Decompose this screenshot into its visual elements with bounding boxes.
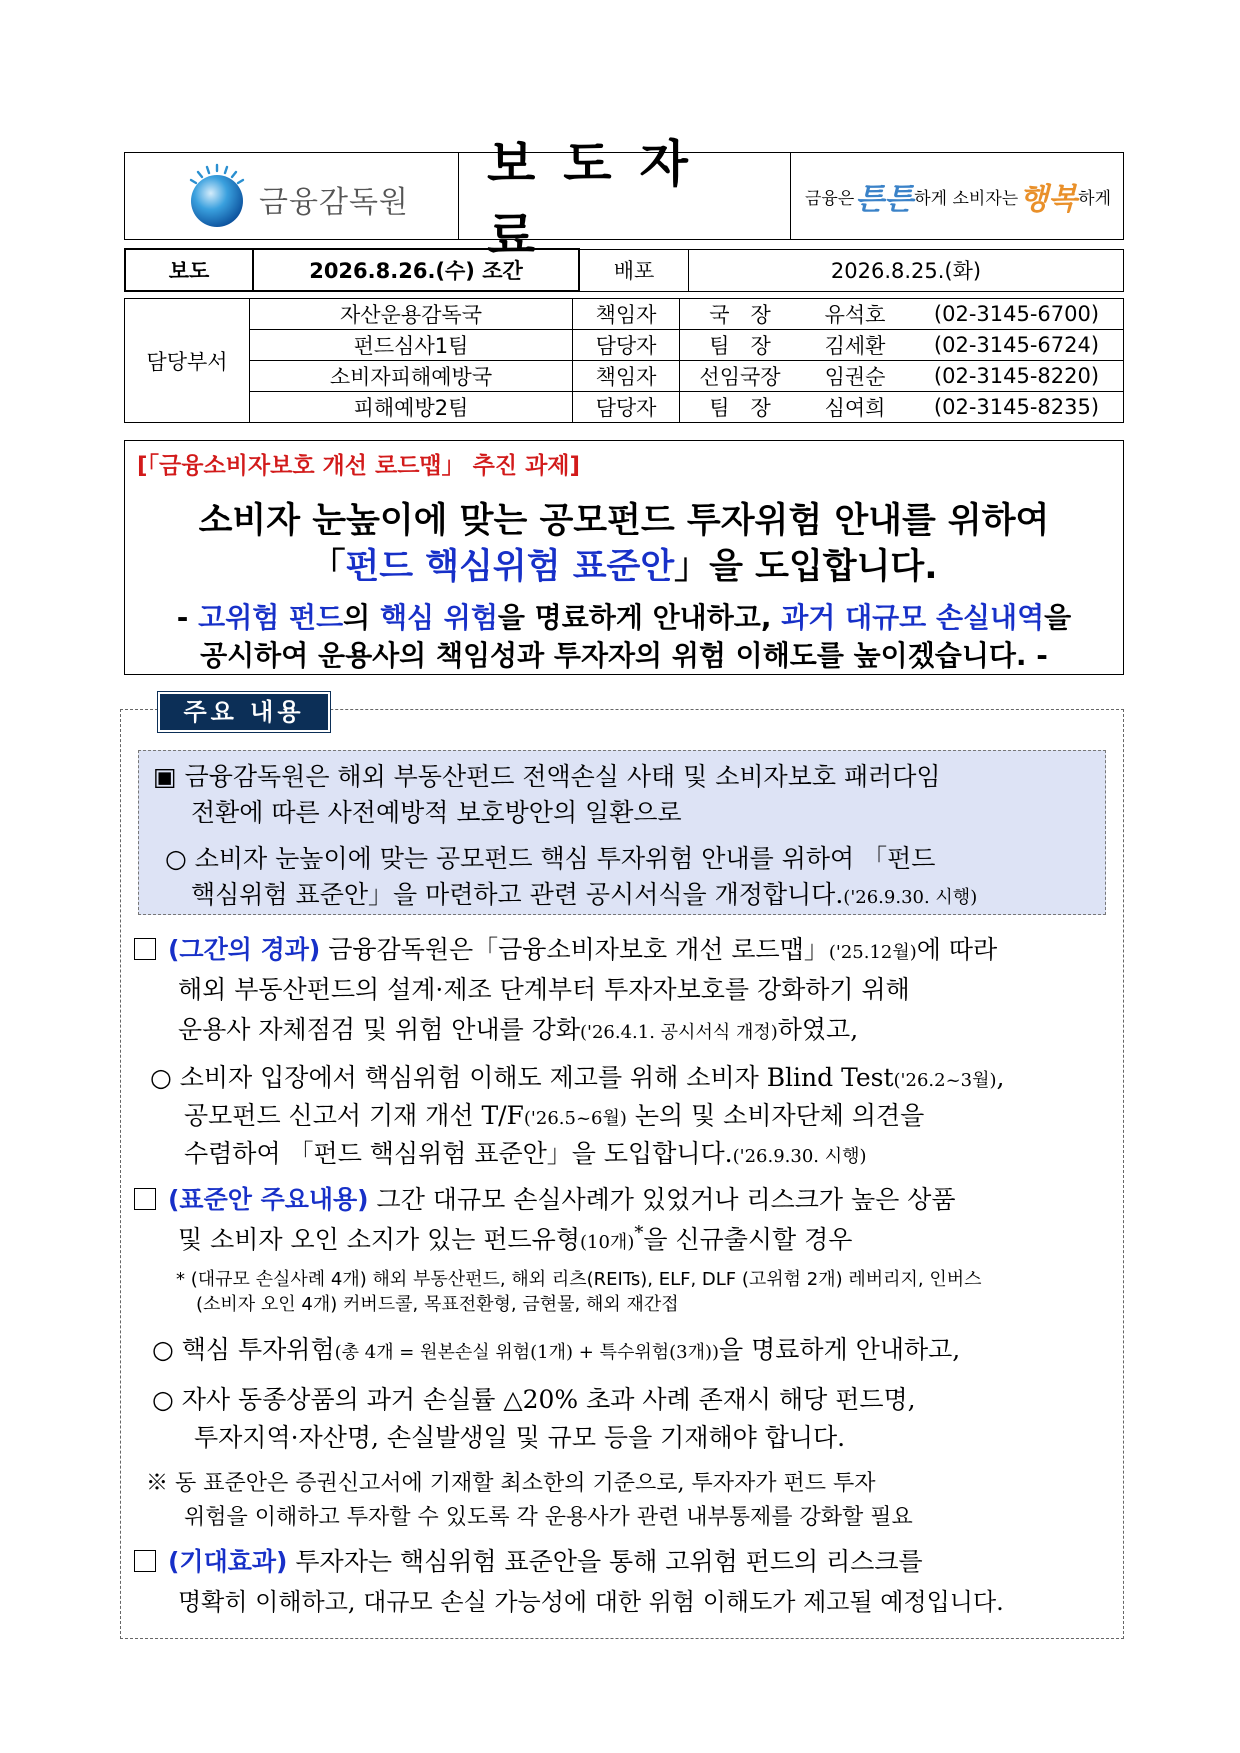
s3-text: 투자자는 핵심위험 표준안을 통해 고위험 펀드의 리스크를 [287,1547,923,1576]
key-line-4-note: ('26.9.30. 시행) [843,887,978,908]
s1-text: 논의 및 소비자단체 의견을 [626,1101,925,1130]
dept-name: 소비자피해예방국 [250,361,573,392]
dept-phone: (02-3145-8220) [910,361,1124,392]
s1-line-4 [150,1058,1004,1094]
s2-text: 을 신규출시할 경우 [643,1225,853,1254]
dept-title: 팀 장 [680,392,801,423]
dept-role: 책임자 [573,361,680,392]
sub-text: - [176,601,199,634]
dept-table [124,298,1124,423]
slogan-word-1: 튼튼 [855,182,914,217]
key-line-4 [191,875,977,911]
s1-note: ('25.12월) [828,942,917,963]
s2-text: 을 명료하게 안내하고, [719,1335,961,1364]
sub-highlight: 과거 대규모 손실내역 [781,601,1045,634]
dept-label: 담당부서 [125,299,250,423]
sub-highlight: 핵심 위험 [379,601,498,634]
dept-person: 유석호 [800,299,910,330]
dept-person: 심여희 [800,392,910,423]
s1-note: ('26.2~3월) [893,1070,997,1091]
checkbox-icon [134,1550,156,1572]
key-box [138,750,1106,915]
s2-line-4: ○ 자사 동종상품의 과거 손실률 △20% 초과 사례 존재시 해당 펀드명, [152,1385,916,1414]
dept-role: 담당자 [573,330,680,361]
roadmap-tag: [「금융소비자보호 개선 로드맵」 추진 과제] [137,453,581,479]
s2-footnote-mark: * [634,1222,644,1244]
s1-line-3 [178,1010,858,1046]
s2-text: 그간 대규모 손실사례가 있었거나 리스크가 높은 상품 [368,1185,956,1214]
s1-text: , [996,1063,1005,1092]
s1-text: 운용사 자체점검 및 위험 안내를 강화 [178,1015,580,1044]
s2-line-6: ※ 동 표준안은 증권신고서에 기재할 최소한의 기준으로, 투자자가 펀드 투자 [146,1471,876,1496]
s2-line-2 [178,1220,852,1256]
headline-bracket-open: 「 [310,547,346,587]
dept-title: 선임국장 [680,361,801,392]
fss-logo-icon [181,161,253,233]
s1-line-5 [184,1096,924,1132]
dept-phone: (02-3145-6724) [910,330,1124,361]
sub-highlight: 고위험 펀드 [198,601,344,634]
slogan-word-2: 행복 [1019,182,1078,217]
dept-person: 김세환 [800,330,910,361]
s2-line-5: 투자지역·자산명, 손실발생일 및 규모 등을 기재해야 합니다. [194,1423,846,1452]
headline-line-2 [125,539,1123,589]
release-table [124,248,1124,292]
s2-line-1 [134,1180,956,1216]
sub-text: 을 명료하게 안내하고, [497,601,782,634]
sub-text: 을 [1044,601,1072,634]
s2-text: ○ 핵심 투자위험 [152,1335,335,1364]
summary-label: 주요 내용 [158,692,330,732]
key-line-1: ▣ 금융감독원은 해외 부동산펀드 전액손실 사태 및 소비자보호 패러다임 [153,762,941,791]
s1-text: 금융감독원은「금융소비자보호 개선 로드맵」 [320,935,829,964]
s2-line-7: 위험을 이해하고 투자할 수 있도록 각 운용사가 관련 내부통제를 강화할 필요 [184,1505,913,1530]
s1-text: 공모펀드 신고서 기재 개선 T/F [184,1101,524,1130]
subheadline-line-2: 공시하여 운용사의 책임성과 투자자의 위험 이해도를 높이겠습니다. - [200,639,1048,672]
org-name: 금융감독원 [259,185,409,220]
press-header [124,135,1124,265]
dept-title: 국 장 [680,299,801,330]
dept-row [125,361,1124,392]
dept-row [125,392,1124,423]
dept-row [125,299,1124,330]
slogan [791,153,1125,239]
s1-note: ('26.5~6월) [523,1108,627,1129]
dist-date: 2026.8.25.(화) [689,249,1124,291]
s1-text: 수렴하여 「펀드 핵심위험 표준안」을 도입합니다. [184,1139,733,1168]
key-line-4-text: 핵심위험 표준안」을 마련하고 관련 공시서식을 개정합니다. [191,880,844,909]
s2-note: (10개) [580,1232,635,1253]
s2-footnote-1: * (대규모 손실사례 4개) 해외 부동산펀드, 해외 리츠(REITs), ELF, DLF (고위험 2개) 레버리지, 인버스 [176,1269,982,1290]
s1-heading: (그간의 경과) [168,935,321,964]
doc-title: 보도자료 [487,135,716,265]
dept-row [125,330,1124,361]
slogan-text-1: 금융은 [804,188,855,209]
s1-line-2: 해외 부동산펀드의 설계·제조 단계부터 투자자보호를 강화하기 위해 [178,975,910,1004]
s1-text: 하였고, [777,1015,859,1044]
dept-phone: (02-3145-6700) [910,299,1124,330]
s1-text: ○ 소비자 입장에서 핵심위험 이해도 제고를 위해 소비자 Blind Test [150,1063,894,1092]
dept-name: 피해예방2팀 [250,392,573,423]
subheadline-line-1 [125,596,1123,636]
headline-box [124,440,1124,675]
s1-note: ('26.9.30. 시행) [732,1146,867,1167]
s2-note: (총 4개 = 원본손실 위험(1개) + 특수위험(3개)) [334,1342,720,1363]
dept-role: 책임자 [573,299,680,330]
report-label: 보도 [125,249,253,291]
s3-heading: (기대효과) [168,1547,288,1576]
s2-footnote-2: (소비자 오인 4개) 커버드콜, 목표전환형, 금현물, 해외 재간접 [196,1294,679,1315]
key-line-3: ○ 소비자 눈높이에 맞는 공모펀드 핵심 투자위험 안내를 위하여 「펀드 [165,844,936,873]
s1-line-1 [134,930,997,966]
checkbox-icon [134,938,156,960]
s3-line-2: 명확히 이해하고, 대규모 손실 가능성에 대한 위험 이해도가 제고될 예정입니다. [178,1588,1004,1616]
key-line-2: 전환에 따른 사전예방적 보호방안의 일환으로 [191,798,682,827]
dept-name: 펀드심사1팀 [250,330,573,361]
sub-text: 의 [343,601,380,634]
dept-role: 담당자 [573,392,680,423]
report-date: 2026.8.26.(수) 조간 [253,249,579,291]
s2-line-3 [152,1330,960,1366]
s3-line-1 [134,1542,923,1578]
s1-text: 에 따라 [916,935,998,964]
s1-line-6 [184,1134,867,1170]
headline-line-1: 소비자 눈높이에 맞는 공모펀드 투자위험 안내를 위하여 [198,501,1050,541]
dept-title: 팀 장 [680,330,801,361]
dept-phone: (02-3145-8235) [910,392,1124,423]
s2-text: 및 소비자 오인 소지가 있는 펀드유형 [178,1225,580,1254]
s1-note: ('26.4.1. 공시서식 개정) [580,1022,778,1043]
headline-line-2-end: 」을 도입합니다. [674,547,938,587]
dist-label: 배포 [579,249,689,291]
dept-person: 임권순 [800,361,910,392]
checkbox-icon [134,1188,156,1210]
dept-name: 자산운용감독국 [250,299,573,330]
slogan-text-3: 하게 [1078,188,1111,209]
title-cell [459,135,791,265]
s2-heading: (표준안 주요내용) [168,1185,369,1214]
slogan-text-2: 하게 소비자는 [914,188,1019,209]
logo-cell [125,153,459,239]
headline-highlight: 펀드 핵심위험 표준안 [345,547,675,587]
